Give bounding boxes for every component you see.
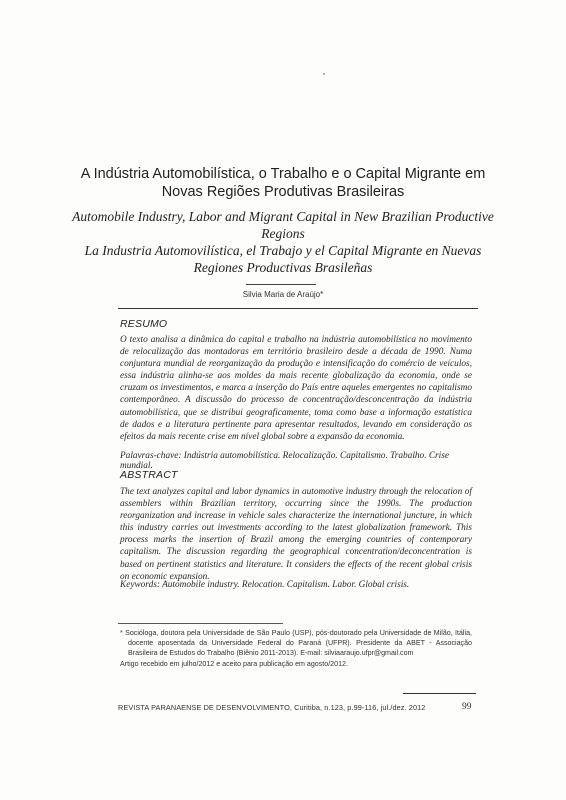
footnote-text: * Socióloga, doutora pela Universidade de São Paulo (USP), pós-doutorado pela Universidade de Milão, Itália, docente aposentada da Universidade Federal do Paraná (UFPR). Presidente da ABET - Associação Brasileira de Estudos do Trabalho (Biênio 2011-2013). E-mail: silviaaraujo.ufpr@gmail.com: [120, 629, 472, 657]
abstract-heading: ABSTRACT: [120, 469, 178, 481]
author-name: Silvia Maria de Araújo*: [242, 290, 324, 299]
journal-citation: REVISTA PARANAENSE DE DESENVOLVIMENTO, Curitiba, n.123, p.99-116, jul./dez. 2012: [118, 703, 426, 712]
title-spanish: La Industria Automovilística, el Trabajo y el Capital Migrante en Nuevas Regiones Productivas Brasileñas: [84, 243, 482, 275]
abstract-body: The text analyzes capital and labor dynamics in automotive industry through the relocation of assemblers within Brazilian territory, occurring since the 1990s. The production reorganization and increase in vehicle sales characterize the international juncture, in which this industry carries out investments according to the latest globalization framework. This process marks the insertion of Brazil among the emerging countries of contemporary capitalism. The discussion regarding the geographical concentration/deconcentration is based on pertinent statistics and literature. It considers the effects of the recent global crisis on economic expansion.: [120, 487, 472, 582]
resumo-heading: RESUMO: [120, 318, 168, 330]
author-rule: [246, 284, 316, 285]
footer-rule: [403, 693, 476, 694]
scan-speck: [323, 73, 325, 75]
footnote: [120, 628, 472, 658]
footnote-rule: [118, 623, 283, 624]
title-portuguese: A Indústria Automobilística, o Trabalho e o Capital Migrante em Novas Regiões Produtivas Brasileiras: [80, 166, 486, 200]
received-note: Artigo recebido em julho/2012 e aceito para publicação em agosto/2012.: [120, 660, 348, 668]
resumo-keywords: Palavras-chave: Indústria automobilística. Relocalização. Capitalismo. Trabalho. Crise mundial.: [120, 451, 449, 471]
header-divider: [118, 308, 478, 309]
page-number: 99: [462, 702, 472, 712]
resumo-body: O texto analisa a dinâmica do capital e trabalho na indústria automobilística no movimento de relocalização das montadoras em território brasileiro desde a década de 1990. Numa conjuntura mundial de reorganização da produção e intensificação do comércio de veículos, essa indústria alinha-se aos moldes da mais recente globalização da economia, onde se cruzam os investimentos, e marca a inserção do País entre aqueles emergentes no capitalismo contemporâneo. A discussão do processo de concentração/desconcentração da indústria automobilística, que se distribui geograficamente, toma como base a informação estatística de dados e a literatura pertinente para apresentar resultados, levando em consideração os efeitos da mais recente crise em nível global sobre a expansão da economia.: [120, 335, 472, 442]
abstract-keywords: Keywords: Automobile industry. Relocation. Capitalism. Labor. Global crisis.: [120, 580, 410, 590]
title-english: Automobile Industry, Labor and Migrant Capital in New Brazilian Productive Regions: [72, 209, 494, 241]
